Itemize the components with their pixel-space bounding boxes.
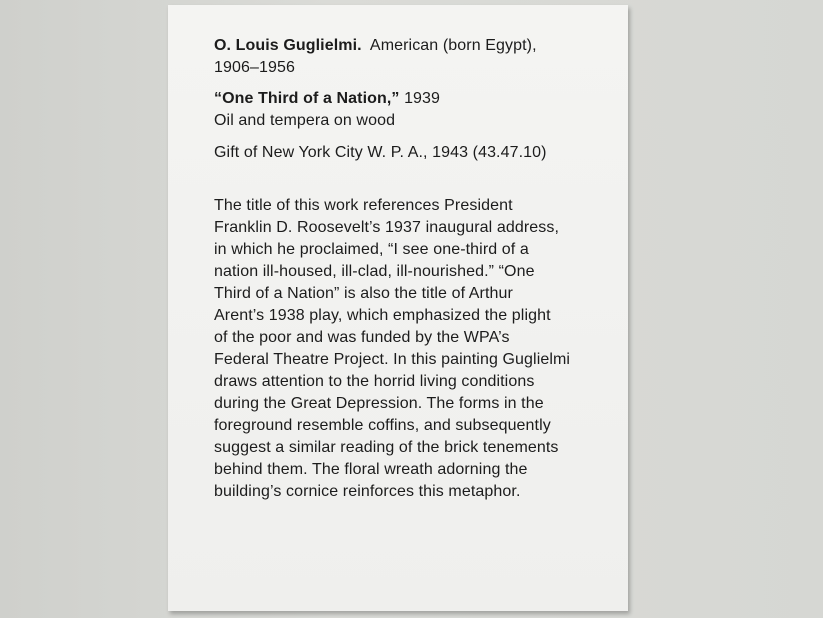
description-line: suggest a similar reading of the brick tenements (214, 439, 559, 456)
description-line: of the poor and was funded by the WPA’s (214, 329, 510, 346)
description-line: The title of this work references President (214, 197, 513, 214)
artwork-title: “One Third of a Nation,” (214, 90, 400, 107)
artist-name: O. Louis Guglielmi. (214, 37, 362, 54)
description-line: nation ill-housed, ill-clad, ill-nourished.” “One (214, 263, 535, 280)
artwork-medium: Oil and tempera on wood (214, 112, 396, 129)
artist-line (214, 37, 537, 55)
artwork-year: 1939 (404, 90, 441, 107)
museum-label-card (168, 5, 628, 611)
description-line: Third of a Nation” is also the title of Arthur (214, 285, 513, 302)
description-line: draws attention to the horrid living conditions (214, 373, 535, 390)
description-line: building’s cornice reinforces this metaphor. (214, 483, 521, 500)
description-line: Arent’s 1938 play, which emphasized the plight (214, 307, 551, 324)
credit-line: Gift of New York City W. P. A., 1943 (43.47.10) (214, 144, 547, 161)
title-line (214, 90, 440, 108)
description-line: Franklin D. Roosevelt’s 1937 inaugural address, (214, 219, 560, 236)
description-line: behind them. The floral wreath adorning the (214, 461, 528, 478)
description-line: in which he proclaimed, “I see one-third of a (214, 241, 529, 258)
description-line: foreground resemble coffins, and subsequently (214, 417, 551, 434)
artist-dates: 1906–1956 (214, 59, 295, 76)
description-line: Federal Theatre Project. In this painting Guglielmi (214, 351, 571, 368)
artist-nationality: American (born Egypt), (369, 37, 537, 54)
description-line: during the Great Depression. The forms in the (214, 395, 544, 412)
